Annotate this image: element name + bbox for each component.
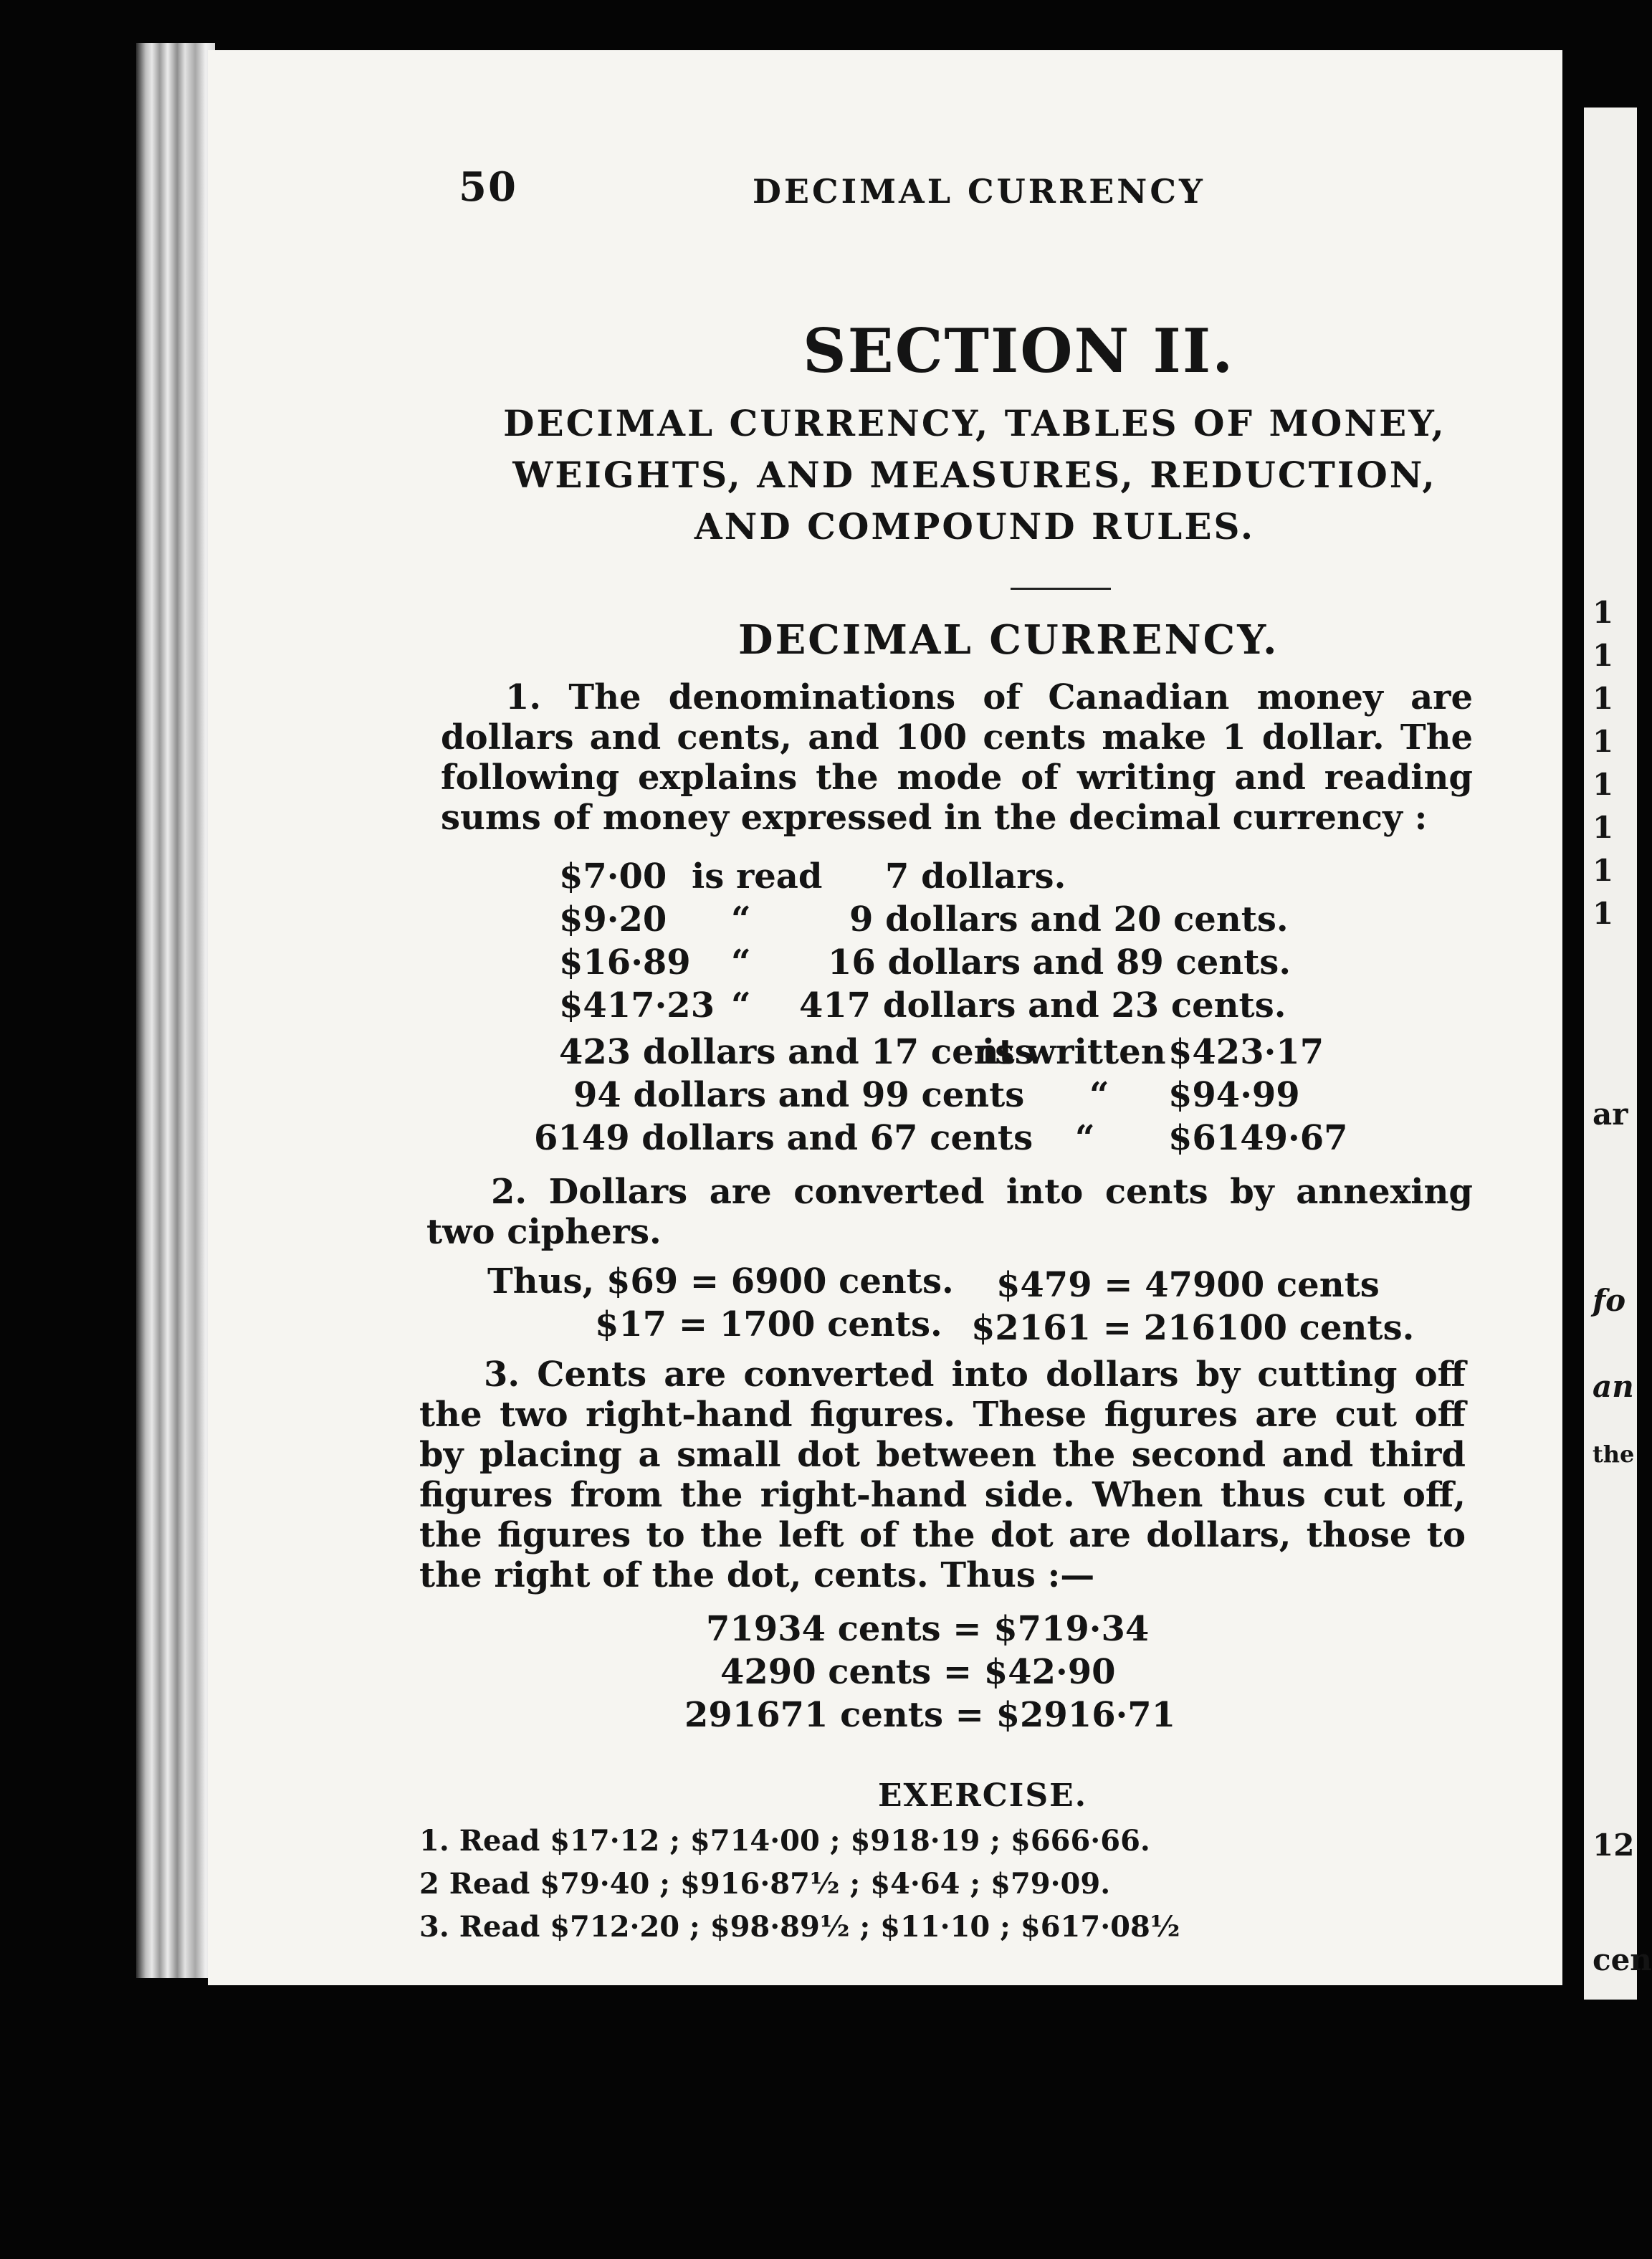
verb: “: [731, 942, 751, 983]
facing-page-fragment: cen: [1593, 1942, 1652, 1977]
paragraph-text: The denominations of Canadian money are dollars and cents, and 100 cents make 1 dollar. The following explains the mode of writing and reading sums of money expressed in the decimal currency :: [441, 677, 1474, 838]
paragraph-text: Dollars are converted into cents by annexing two ciphers.: [426, 1172, 1473, 1252]
written-amount: $9·20: [559, 899, 667, 940]
section-rule: [1011, 588, 1111, 590]
paragraph-number: 1.: [505, 677, 542, 717]
exercise-number: 2: [419, 1867, 439, 1901]
facing-page-fragment: 1: [1593, 724, 1614, 759]
reads-as: 417 dollars and 23 cents.: [799, 985, 1286, 1026]
exercise-text: Read $17·12 ; $714·00 ; $918·19 ; $666·66.: [459, 1824, 1150, 1858]
exercise-text: Read $712·20 ; $98·89½ ; $11·10 ; $617·08½: [459, 1910, 1180, 1944]
written-amount: $7·00: [559, 856, 667, 897]
exercise-text: Read $79·40 ; $916·87½ ; $4·64 ; $79·09.: [449, 1867, 1111, 1901]
amount-in-words: 6149 dollars and 67 cents: [534, 1118, 1033, 1158]
section-subtitle-line: DECIMAL CURRENCY, TABLES OF MONEY,: [503, 402, 1446, 444]
subheading: DECIMAL CURRENCY.: [738, 616, 1279, 664]
book-page-edges: [136, 43, 215, 1978]
paragraph-3: [419, 1355, 1466, 1595]
facing-page-fragment: 1: [1593, 853, 1614, 888]
exercise-number: 3.: [419, 1910, 449, 1944]
verb: “: [1075, 1118, 1095, 1158]
example-left: $17 = 1700 cents.: [595, 1304, 942, 1345]
written-amount: $94·99: [1168, 1075, 1300, 1115]
verb: is written: [982, 1032, 1166, 1072]
cents-example: 71934 cents = $719·34: [706, 1609, 1150, 1649]
paragraph-number: 3.: [484, 1355, 520, 1395]
reads-as: 9 dollars and 20 cents.: [849, 899, 1289, 940]
facing-page-fragment: 1: [1593, 896, 1614, 931]
amount-in-words: 423 dollars and 17 cents: [559, 1032, 1034, 1072]
example-right: $479 = 47900 cents: [996, 1265, 1380, 1305]
amount-in-words: 94 dollars and 99 cents: [573, 1075, 1025, 1115]
facing-page-fragment: ar: [1593, 1097, 1628, 1132]
facing-page-fragment: 1: [1593, 681, 1614, 716]
paragraph-1: [441, 677, 1473, 838]
verb: “: [731, 985, 751, 1026]
cents-example: 291671 cents = $2916·71: [684, 1695, 1176, 1735]
written-amount: $16·89: [559, 942, 691, 983]
exercise-number: 1.: [419, 1824, 449, 1858]
exercise-heading: EXERCISE.: [878, 1777, 1088, 1814]
example-left: Thus, $69 = 6900 cents.: [487, 1261, 954, 1302]
running-head: DECIMAL CURRENCY: [753, 172, 1205, 211]
example-right: $2161 = 216100 cents.: [971, 1308, 1415, 1348]
facing-page-fragment: 1: [1593, 810, 1614, 845]
facing-page-fragment: an: [1593, 1369, 1634, 1404]
facing-page-fragment: 1: [1593, 595, 1614, 630]
section-subtitle: [459, 398, 1491, 553]
reads-as: 7 dollars.: [885, 856, 1066, 897]
facing-page-fragment: fo: [1593, 1283, 1626, 1318]
written-amount: $423·17: [1168, 1032, 1324, 1072]
exercise-line: [419, 1867, 1110, 1901]
section-subtitle-line: AND COMPOUND RULES.: [694, 505, 1256, 548]
paragraph-number: 2.: [491, 1172, 527, 1212]
facing-page-fragment: 1: [1593, 638, 1614, 673]
verb: is read: [692, 856, 823, 897]
exercise-line: [419, 1910, 1180, 1944]
verb: “: [731, 899, 751, 940]
verb: “: [1089, 1075, 1109, 1115]
facing-page-fragment: 12: [1593, 1828, 1635, 1863]
written-amount: $6149·67: [1168, 1118, 1348, 1158]
page-number: 50: [459, 163, 517, 211]
facing-page-fragment: the: [1593, 1441, 1635, 1468]
section-title: SECTION II.: [803, 315, 1235, 386]
section-subtitle-line: WEIGHTS, AND MEASURES, REDUCTION,: [512, 454, 1437, 496]
cents-example: 4290 cents = $42·90: [720, 1652, 1116, 1692]
bleed-through: [480, 265, 1484, 266]
reads-as: 16 dollars and 89 cents.: [828, 942, 1291, 983]
exercise-line: [419, 1824, 1150, 1858]
paragraph-2: [426, 1172, 1473, 1252]
paragraph-text: Cents are converted into dollars by cutting off the two right-hand figures. These figures are cut off by placing a small dot between the second and third figures from the right-hand side. When thus cut off, the figures to the left of the dot are dollars, those to the right of the dot, cents. Thus :—: [419, 1355, 1466, 1595]
facing-page-fragment: 1: [1593, 767, 1614, 802]
facing-page-strip: [1584, 108, 1652, 2000]
written-amount: $417·23: [559, 985, 715, 1026]
